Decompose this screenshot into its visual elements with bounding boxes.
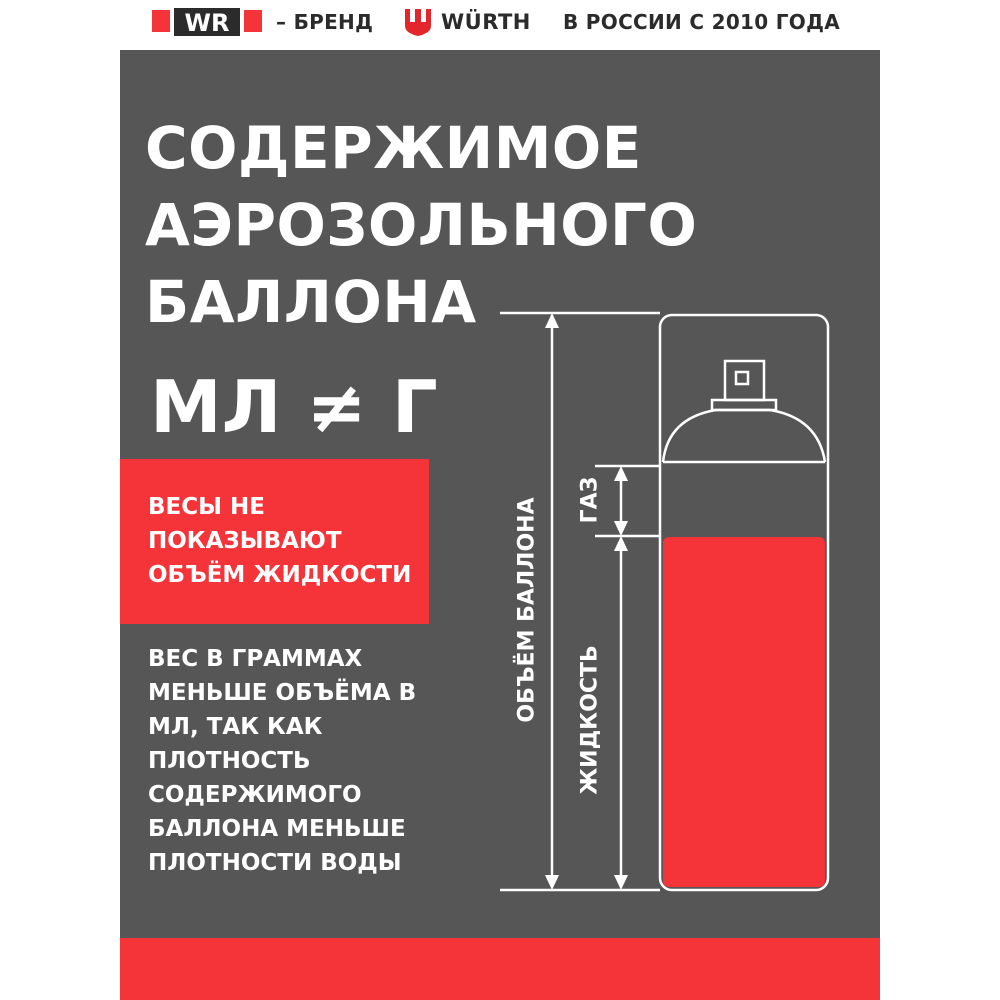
volume-arrow-top-icon bbox=[545, 313, 559, 328]
formula-heading: МЛ ≠ Г bbox=[150, 365, 438, 449]
explanation-line: ПЛОТНОСТЬ bbox=[148, 748, 311, 774]
explanation-line: БАЛЛОНА МЕНЬШЕ bbox=[148, 816, 406, 842]
brand-label: – БРЕНД bbox=[276, 10, 374, 34]
can-collar bbox=[712, 400, 776, 410]
nozzle-hole bbox=[736, 372, 748, 384]
liquid-arrow-top-icon bbox=[614, 536, 628, 551]
bottom-accent-bar bbox=[120, 938, 880, 1000]
gas-arrow-bottom-icon bbox=[614, 521, 628, 536]
explanation-line: СОДЕРЖИМОГО bbox=[148, 782, 362, 808]
explanation-line: ВЕС В ГРАММАХ bbox=[148, 646, 363, 672]
spray-nozzle bbox=[725, 361, 764, 400]
can-shoulder bbox=[663, 410, 825, 462]
explanation-line: МЕНЬШЕ ОБЪЁМА В bbox=[148, 680, 417, 706]
parent-brand-name: WÜRTH bbox=[441, 10, 531, 34]
title-line: БАЛЛОНА bbox=[145, 268, 477, 336]
title-line: СОДЕРЖИМОЕ bbox=[145, 114, 642, 182]
volume-label: ОБЪЁМ БАЛЛОНА bbox=[514, 497, 540, 723]
liquid-label: ЖИДКОСТЬ bbox=[577, 645, 603, 795]
wr-logo-text: WR bbox=[184, 9, 230, 36]
callout-line: ПОКАЗЫВАЮТ bbox=[148, 528, 342, 554]
gas-arrow-top-icon bbox=[614, 466, 628, 481]
callout-line: ВЕСЫ НЕ bbox=[148, 494, 265, 520]
liquid-fill bbox=[663, 537, 825, 887]
explanation-line: ПЛОТНОСТИ ВОДЫ bbox=[148, 850, 402, 876]
volume-arrow-bottom-icon bbox=[545, 875, 559, 890]
callout-line: ОБЪЁМ ЖИДКОСТИ bbox=[148, 562, 412, 588]
explanation-line: МЛ, ТАК КАК bbox=[148, 714, 323, 740]
since-label: В РОССИИ С 2010 ГОДА bbox=[563, 10, 840, 34]
title-line: АЭРОЗОЛЬНОГО bbox=[145, 191, 698, 259]
gas-label: ГАЗ bbox=[577, 476, 603, 524]
liquid-arrow-bottom-icon bbox=[614, 875, 628, 890]
